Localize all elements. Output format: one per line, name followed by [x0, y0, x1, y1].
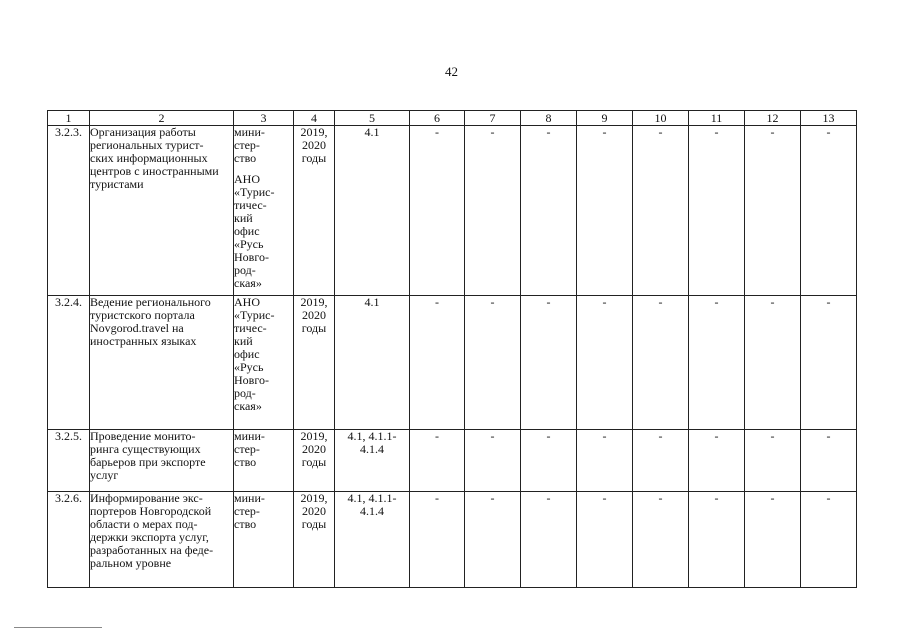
value-cell: -: [633, 492, 689, 588]
period-cell: [294, 296, 335, 430]
column-header: 7: [465, 111, 521, 126]
item-number-cell: [48, 126, 90, 296]
cell-text-line: ральном уровне: [90, 556, 172, 570]
value-cell: -: [689, 126, 745, 296]
cell-text-line: «Русь: [234, 237, 264, 251]
cell-text-line: держки экспорта услуг,: [90, 530, 209, 544]
item-number-cell: [48, 430, 90, 492]
cell-text-line: 2020: [302, 308, 326, 322]
table-row: [48, 126, 857, 296]
value-cell: -: [521, 126, 577, 296]
cell-text-line: 2019,: [300, 429, 328, 443]
cell-text-line: 4.1.4: [360, 442, 384, 456]
cell-text-line: туристами: [90, 177, 144, 191]
cell-text-line: 2020: [302, 504, 326, 518]
cell-text-line: Ведение регионального: [90, 295, 211, 309]
executor-cell: [234, 430, 294, 492]
column-header: 5: [335, 111, 410, 126]
value-cell: -: [465, 430, 521, 492]
cell-text-line: ство: [234, 151, 257, 165]
column-header: 11: [689, 111, 745, 126]
column-header: 3: [234, 111, 294, 126]
value-cell: -: [465, 126, 521, 296]
column-header: 2: [90, 111, 234, 126]
cell-text-line: офис: [234, 347, 260, 361]
value-cell: -: [801, 492, 857, 588]
cell-text-line: АНО: [234, 295, 260, 309]
event-name-cell: [90, 296, 234, 430]
cell-text-line: годы: [301, 321, 327, 335]
program-table: [47, 110, 857, 588]
cell-text-line: 3.2.3.: [55, 125, 82, 139]
value-cell: -: [689, 296, 745, 430]
value-cell: -: [577, 296, 633, 430]
cell-text-line: кий: [234, 334, 253, 348]
cell-text-line: Novgorod.travel на: [90, 321, 184, 335]
value-cell: -: [801, 296, 857, 430]
column-header: 6: [410, 111, 465, 126]
cell-text-line: «Турис-: [234, 185, 275, 199]
item-number-cell: [48, 492, 90, 588]
header-row: [48, 111, 857, 126]
cell-text-line: стер-: [234, 138, 260, 152]
value-cell: -: [577, 492, 633, 588]
cell-text-line: портеров Новгородской: [90, 504, 212, 518]
cell-text-line: услуг: [90, 468, 119, 482]
event-name-cell: [90, 430, 234, 492]
cell-text-line: 2019,: [300, 491, 328, 505]
value-cell: -: [745, 492, 801, 588]
cell-text-line: Организация работы: [90, 125, 196, 139]
executor-cell: [234, 296, 294, 430]
cell-text-line: 2020: [302, 138, 326, 152]
period-cell: [294, 126, 335, 296]
cell-text-line: барьеров при экспорте: [90, 455, 206, 469]
column-header: 1: [48, 111, 90, 126]
value-cell: -: [689, 492, 745, 588]
value-cell: -: [745, 430, 801, 492]
cell-text-line: области о мерах под-: [90, 517, 198, 531]
period-cell: [294, 492, 335, 588]
value-cell: -: [410, 296, 465, 430]
table-row: [48, 492, 857, 588]
cell-text-line: 4.1: [364, 125, 380, 139]
cell-text-line: «Турис-: [234, 308, 275, 322]
footer-divider: [14, 627, 102, 628]
value-cell: -: [633, 296, 689, 430]
cell-text-line: Информирование экс-: [90, 491, 203, 505]
value-cell: -: [689, 430, 745, 492]
indicator-cell: [335, 430, 410, 492]
cell-text-line: разработанных на феде-: [90, 543, 214, 557]
executor-cell: [234, 126, 294, 296]
cell-text-line: тичес-: [234, 198, 267, 212]
cell-text-line: ство: [234, 455, 257, 469]
value-cell: -: [521, 430, 577, 492]
value-cell: -: [410, 430, 465, 492]
value-cell: -: [801, 126, 857, 296]
cell-text-line: 4.1: [364, 295, 380, 309]
value-cell: -: [521, 492, 577, 588]
cell-text-line: 3.2.5.: [55, 429, 82, 443]
cell-text-line: стер-: [234, 442, 260, 456]
cell-text-line: стер-: [234, 504, 260, 518]
cell-text-line: 3.2.4.: [55, 295, 82, 309]
column-header: 12: [745, 111, 801, 126]
cell-text-line: ских информационных: [90, 151, 208, 165]
cell-text-line: 3.2.6.: [55, 491, 82, 505]
item-number-cell: [48, 296, 90, 430]
cell-text-line: 2019,: [300, 125, 328, 139]
cell-text-line: тичес-: [234, 321, 267, 335]
value-cell: -: [465, 296, 521, 430]
cell-text-line: мини-: [234, 429, 265, 443]
column-header: 8: [521, 111, 577, 126]
indicator-cell: [335, 126, 410, 296]
cell-text-line: 4.1.4: [360, 504, 384, 518]
cell-text-line: центров с иностранными: [90, 164, 219, 178]
cell-text-line: ринга существующих: [90, 442, 201, 456]
table-row: [48, 296, 857, 430]
value-cell: -: [410, 126, 465, 296]
cell-text-line: 4.1, 4.1.1-: [347, 491, 397, 505]
column-header: 10: [633, 111, 689, 126]
period-cell: [294, 430, 335, 492]
page-number: 42: [445, 64, 458, 79]
cell-text-line: род-: [234, 386, 256, 400]
value-cell: -: [745, 296, 801, 430]
cell-text-line: туристского портала: [90, 308, 195, 322]
value-cell: -: [745, 126, 801, 296]
cell-text-line: годы: [301, 151, 327, 165]
cell-text-line: Новго-: [234, 250, 269, 264]
column-header: 13: [801, 111, 857, 126]
value-cell: -: [577, 430, 633, 492]
value-cell: -: [801, 430, 857, 492]
cell-text-line: 4.1, 4.1.1-: [347, 429, 397, 443]
event-name-cell: [90, 126, 234, 296]
event-name-cell: [90, 492, 234, 588]
cell-text-line: иностранных языках: [90, 334, 197, 348]
cell-text-line: ская»: [234, 399, 262, 413]
cell-text-line: мини-: [234, 491, 265, 505]
value-cell: -: [465, 492, 521, 588]
cell-text-line: род-: [234, 263, 256, 277]
cell-text-line: годы: [301, 455, 327, 469]
indicator-cell: [335, 492, 410, 588]
column-header: 9: [577, 111, 633, 126]
cell-text-line: 2019,: [300, 295, 328, 309]
table-row: [48, 430, 857, 492]
cell-text-line: Новго-: [234, 373, 269, 387]
indicator-cell: [335, 296, 410, 430]
cell-text-line: годы: [301, 517, 327, 531]
cell-text-line: «Русь: [234, 360, 264, 374]
cell-text-line: мини-: [234, 125, 265, 139]
cell-text-line: ская»: [234, 276, 262, 290]
value-cell: -: [633, 430, 689, 492]
cell-text-line: ство: [234, 517, 257, 531]
column-header: 4: [294, 111, 335, 126]
executor-cell: [234, 492, 294, 588]
cell-text-line: 2020: [302, 442, 326, 456]
cell-text-line: АНО: [234, 172, 260, 186]
cell-text-line: кий: [234, 211, 253, 225]
value-cell: -: [521, 296, 577, 430]
value-cell: -: [410, 492, 465, 588]
cell-text-line: Проведение монито-: [90, 429, 196, 443]
value-cell: -: [577, 126, 633, 296]
value-cell: -: [633, 126, 689, 296]
cell-text-line: региональных турист-: [90, 138, 204, 152]
cell-text-line: офис: [234, 224, 260, 238]
